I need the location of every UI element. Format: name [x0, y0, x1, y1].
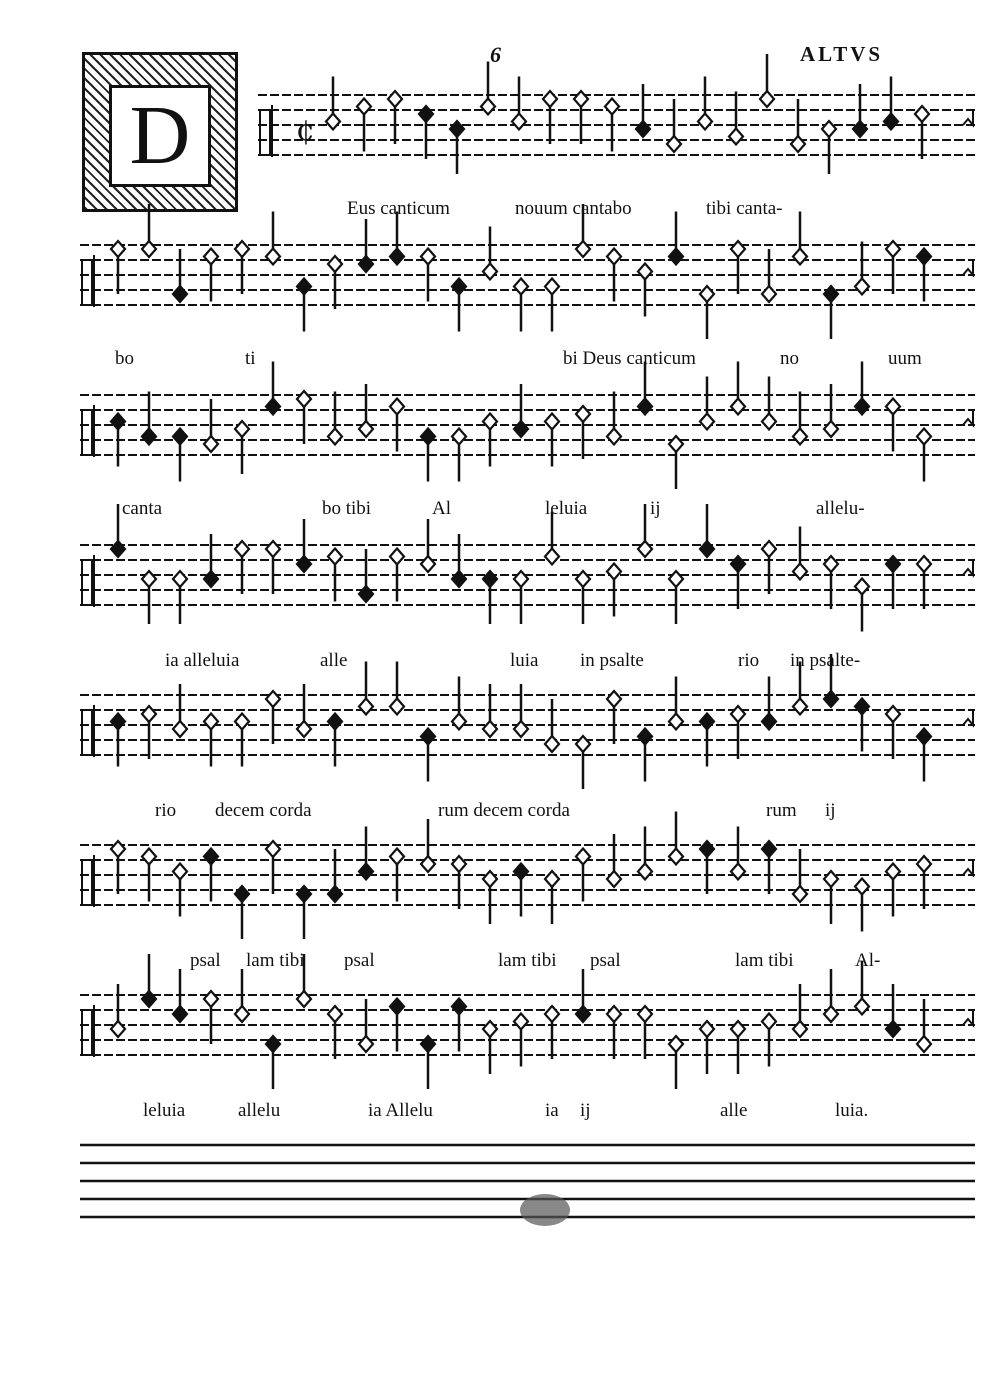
lyric: lam tibi: [498, 950, 557, 971]
note-head: [731, 241, 745, 257]
note-head: [576, 241, 590, 257]
note-head: [822, 121, 836, 137]
note-head: [638, 729, 652, 745]
note-head: [204, 714, 218, 730]
note-head: [173, 1006, 187, 1022]
note-head: [142, 241, 156, 257]
lyric: luia: [510, 650, 539, 671]
clef: [82, 260, 92, 305]
note-head: [793, 1021, 807, 1037]
note-head: [886, 706, 900, 722]
note-head: [266, 541, 280, 557]
note-head: [669, 436, 683, 452]
lyric: canta: [122, 498, 163, 519]
lyric: alle: [720, 1100, 748, 1121]
lyric: nouum cantabo: [515, 198, 632, 219]
note-head: [328, 1006, 342, 1022]
custos: [963, 861, 973, 875]
note-head: [297, 391, 311, 407]
note-head: [173, 429, 187, 445]
note-head: [543, 91, 557, 107]
note-head: [111, 241, 125, 257]
note-head: [917, 429, 931, 445]
custos: [963, 411, 973, 425]
note-head: [142, 429, 156, 445]
lyric: uum: [888, 348, 922, 369]
note-head: [173, 864, 187, 880]
note-head: [328, 886, 342, 902]
note-head: [762, 1014, 776, 1030]
lyric: psal: [590, 950, 621, 971]
note-head: [607, 871, 621, 887]
note-head: [886, 864, 900, 880]
note-head: [111, 714, 125, 730]
lyric: ij: [650, 498, 661, 519]
lyric: in psalte: [580, 650, 644, 671]
note-head: [204, 849, 218, 865]
note-head: [607, 564, 621, 580]
note-head: [607, 249, 621, 265]
note-head: [452, 999, 466, 1015]
note-head: [762, 841, 776, 857]
note-head: [388, 91, 402, 107]
note-head: [235, 241, 249, 257]
note-head: [421, 249, 435, 265]
note-head: [359, 256, 373, 272]
lyric: alle: [320, 650, 348, 671]
lyric: lam tibi: [735, 950, 794, 971]
note-head: [762, 541, 776, 557]
note-head: [545, 1006, 559, 1022]
lyric: ij: [825, 800, 836, 821]
lyric: bo tibi: [322, 498, 372, 519]
lyric: lam tibi: [246, 950, 305, 971]
note-head: [576, 406, 590, 422]
note-head: [545, 736, 559, 752]
note-head: [731, 399, 745, 415]
note-head: [700, 714, 714, 730]
lyric: psal: [344, 950, 375, 971]
lyric: ia: [545, 1100, 559, 1121]
note-head: [793, 886, 807, 902]
note-head: [824, 871, 838, 887]
lyric: ij: [580, 1100, 591, 1121]
note-head: [545, 871, 559, 887]
note-head: [235, 714, 249, 730]
note-head: [917, 729, 931, 745]
note-head: [605, 99, 619, 115]
note-head: [700, 414, 714, 430]
note-head: [698, 114, 712, 130]
note-head: [297, 556, 311, 572]
initial-letter: D: [129, 89, 191, 182]
note-head: [917, 556, 931, 572]
note-head: [204, 436, 218, 452]
note-head: [636, 121, 650, 137]
note-head: [452, 571, 466, 587]
note-head: [545, 279, 559, 295]
note-head: [886, 1021, 900, 1037]
note-head: [855, 879, 869, 895]
note-head: [669, 714, 683, 730]
clef: [82, 860, 92, 905]
note-head: [421, 856, 435, 872]
note-head: [204, 249, 218, 265]
note-head: [326, 114, 340, 130]
note-head: [855, 579, 869, 595]
note-head: [762, 286, 776, 302]
note-head: [886, 556, 900, 572]
note-head: [111, 1021, 125, 1037]
note-head: [853, 121, 867, 137]
note-head: [700, 286, 714, 302]
note-head: [824, 421, 838, 437]
note-head: [638, 264, 652, 280]
note-head: [204, 571, 218, 587]
note-head: [576, 736, 590, 752]
note-head: [638, 1006, 652, 1022]
clef: [82, 1010, 92, 1055]
note-head: [731, 556, 745, 572]
note-head: [731, 706, 745, 722]
note-head: [266, 691, 280, 707]
note-head: [452, 429, 466, 445]
lyric: leluia: [143, 1100, 186, 1121]
note-head: [235, 886, 249, 902]
lyric: allelu-: [816, 498, 865, 519]
note-head: [111, 841, 125, 857]
note-head: [576, 1006, 590, 1022]
note-head: [514, 864, 528, 880]
lyric: luia.: [835, 1100, 869, 1121]
lyric: rum decem corda: [438, 800, 570, 821]
mensuration-sign: ¢: [296, 113, 316, 148]
lyric: ti: [245, 348, 256, 369]
custos: [963, 561, 973, 575]
note-head: [793, 429, 807, 445]
note-head: [607, 429, 621, 445]
lyric: rio: [155, 800, 177, 821]
note-head: [824, 691, 838, 707]
custos: [963, 261, 973, 275]
note-head: [235, 421, 249, 437]
note-head: [917, 1036, 931, 1052]
note-head: [421, 429, 435, 445]
note-head: [483, 871, 497, 887]
note-head: [328, 256, 342, 272]
note-head: [483, 1021, 497, 1037]
note-head: [421, 556, 435, 572]
note-head: [390, 549, 404, 565]
lyric: psal: [190, 950, 221, 971]
lyric: ia alleluia: [165, 650, 240, 671]
note-head: [731, 864, 745, 880]
note-head: [452, 714, 466, 730]
note-head: [328, 549, 342, 565]
note-head: [452, 856, 466, 872]
note-head: [142, 991, 156, 1007]
note-head: [297, 991, 311, 1007]
lyric: no: [780, 348, 799, 369]
note-head: [855, 279, 869, 295]
note-head: [421, 729, 435, 745]
note-head: [483, 264, 497, 280]
note-head: [235, 1006, 249, 1022]
note-head: [297, 279, 311, 295]
custos: [963, 711, 973, 725]
note-head: [793, 564, 807, 580]
lyric: leluia: [545, 498, 588, 519]
note-head: [762, 414, 776, 430]
note-head: [915, 106, 929, 122]
note-head: [917, 856, 931, 872]
note-head: [669, 571, 683, 587]
note-head: [173, 286, 187, 302]
ink-smudge: [520, 1194, 570, 1226]
lyric: Al-: [855, 950, 881, 971]
note-head: [638, 399, 652, 415]
note-head: [762, 714, 776, 730]
note-head: [514, 279, 528, 295]
note-head: [731, 1021, 745, 1037]
note-head: [111, 541, 125, 557]
note-head: [235, 541, 249, 557]
note-head: [729, 129, 743, 145]
note-head: [390, 399, 404, 415]
note-head: [173, 571, 187, 587]
note-head: [791, 136, 805, 152]
note-head: [390, 999, 404, 1015]
note-head: [700, 1021, 714, 1037]
note-head: [855, 399, 869, 415]
note-head: [793, 249, 807, 265]
lyric: ia Allelu: [368, 1100, 433, 1121]
note-head: [483, 414, 497, 430]
note-head: [793, 699, 807, 715]
note-head: [450, 121, 464, 137]
note-head: [266, 841, 280, 857]
note-head: [824, 286, 838, 302]
clef: [82, 710, 92, 755]
note-head: [700, 541, 714, 557]
note-head: [512, 114, 526, 130]
clef: [260, 110, 270, 155]
note-head: [266, 399, 280, 415]
note-head: [452, 279, 466, 295]
note-head: [545, 549, 559, 565]
lyric: rio: [738, 650, 760, 671]
note-head: [390, 249, 404, 265]
note-head: [669, 1036, 683, 1052]
clef: [82, 410, 92, 455]
note-head: [111, 414, 125, 430]
note-head: [266, 249, 280, 265]
note-head: [667, 136, 681, 152]
note-head: [917, 249, 931, 265]
note-head: [669, 849, 683, 865]
note-head: [638, 541, 652, 557]
lyric: Al: [432, 498, 451, 519]
note-head: [483, 721, 497, 737]
note-head: [390, 699, 404, 715]
lyric: Eus canticum: [347, 198, 450, 219]
lyric: rum: [766, 800, 797, 821]
note-head: [204, 991, 218, 1007]
note-head: [173, 721, 187, 737]
note-head: [297, 721, 311, 737]
note-head: [824, 1006, 838, 1022]
note-head: [607, 691, 621, 707]
note-head: [855, 699, 869, 715]
voice-part-label: ALTVS: [800, 42, 884, 66]
note-head: [481, 99, 495, 115]
note-head: [390, 849, 404, 865]
lyric: in psalte-: [790, 650, 861, 671]
note-head: [576, 849, 590, 865]
note-head: [886, 399, 900, 415]
note-head: [359, 421, 373, 437]
lyric: decem corda: [215, 800, 312, 821]
note-head: [514, 571, 528, 587]
custos: [963, 111, 973, 125]
note-head: [514, 421, 528, 437]
note-head: [514, 1014, 528, 1030]
note-head: [607, 1006, 621, 1022]
note-head: [638, 864, 652, 880]
note-head: [297, 886, 311, 902]
note-head: [359, 586, 373, 602]
note-head: [359, 699, 373, 715]
lyric: allelu: [238, 1100, 281, 1121]
note-head: [576, 571, 590, 587]
note-head: [142, 571, 156, 587]
note-head: [886, 241, 900, 257]
note-head: [359, 864, 373, 880]
lyric: bo: [115, 348, 134, 369]
note-head: [419, 106, 433, 122]
note-head: [545, 414, 559, 430]
note-head: [700, 841, 714, 857]
note-head: [855, 999, 869, 1015]
note-head: [760, 91, 774, 107]
lyric: tibi canta-: [706, 198, 783, 219]
note-head: [359, 1036, 373, 1052]
note-head: [328, 429, 342, 445]
note-head: [884, 114, 898, 130]
note-head: [142, 849, 156, 865]
note-head: [328, 714, 342, 730]
note-head: [266, 1036, 280, 1052]
note-head: [514, 721, 528, 737]
lyric: bi Deus canticum: [563, 348, 696, 369]
note-head: [357, 99, 371, 115]
page-number: 6: [490, 42, 501, 67]
note-head: [483, 571, 497, 587]
note-head: [824, 556, 838, 572]
custos: [963, 1011, 973, 1025]
note-head: [421, 1036, 435, 1052]
clef: [82, 560, 92, 605]
note-head: [669, 249, 683, 265]
note-head: [142, 706, 156, 722]
note-head: [574, 91, 588, 107]
